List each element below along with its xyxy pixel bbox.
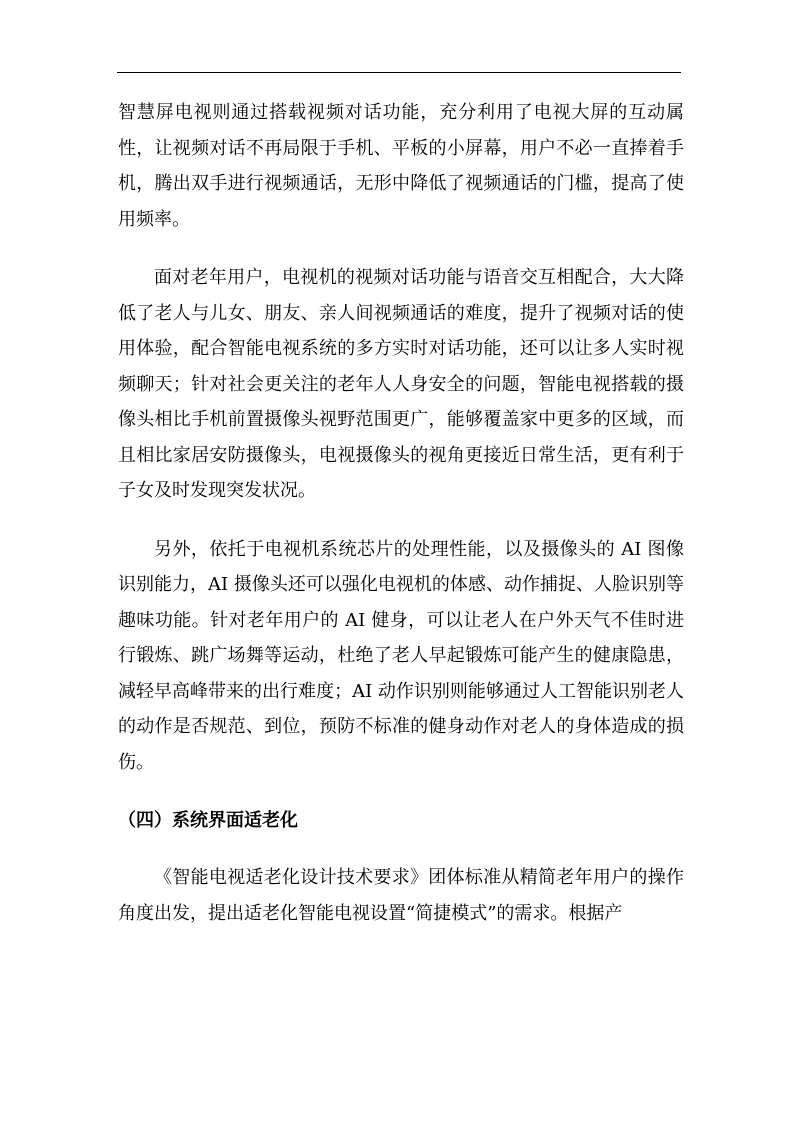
paragraph-ai-camera: 另外，依托于电视机系统芯片的处理性能，以及摄像头的 AI 图像识别能力，AI 摄像头还可以强化电视机的体感、动作捕捉、人脸识别等趣味功能。针对老年用户的 AI 健身，可以让老人在户外天气不佳时进行锻炼、跳广场舞等运动，杜绝了老人早起锻炼可能产生的健康隐患，减轻早高峰带来的出行难度；AI 动作识别则能够通过人工智能识别老人的动作是否规范、到位，预防不标准的健身动作对老人的身体造成的损伤。 xyxy=(118,538,684,773)
section-heading: （四）系统界面适老化 xyxy=(118,810,298,831)
paragraph-standard-simple-mode: 《智能电视适老化设计技术要求》团体标准从精简老年用户的操作角度出发，提出适老化智能电视设置“简捷模式”的需求。根据产 xyxy=(118,867,684,924)
document-body xyxy=(118,95,684,954)
paragraph-elderly-video-dialogue: 面对老年用户，电视机的视频对话功能与语音交互相配合，大大降低了老人与儿女、朋友、亲人间视频通话的难度，提升了视频对话的使用体验，配合智能电视系统的多方实时对话功能，还可以让多人实时视频聊天；针对社会更关注的老年人人身安全的问题，智能电视搭载的摄像头相比手机前置摄像头视野范围更广，能够覆盖家中更多的区域，而且相比家居安防摄像头，电视摄像头的视角更接近日常生活，更有利于子女及时发现突发状况。 xyxy=(118,267,684,501)
header-rule xyxy=(117,72,681,73)
paragraph-smart-screen-video-call: 智慧屏电视则通过搭载视频对话功能，充分利用了电视大屏的互动属性，让视频对话不再局限于手机、平板的小屏幕，用户不必一直捧着手机，腾出双手进行视频通话，无形中降低了视频通话的门槛，提高了使用频率。 xyxy=(118,102,684,230)
